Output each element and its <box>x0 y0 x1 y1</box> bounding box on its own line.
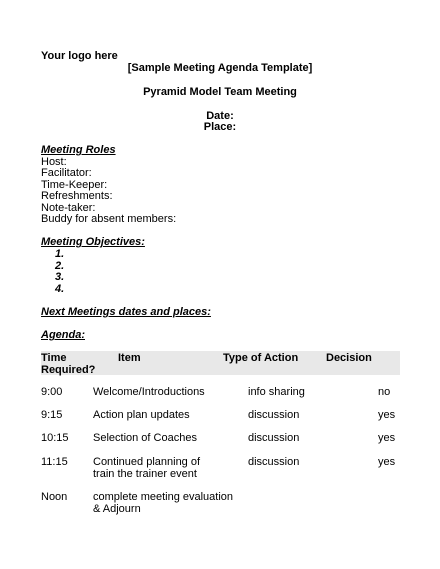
table-row-type: discussion <box>248 456 300 468</box>
table-row-item: complete meeting evaluation & Adjourn <box>93 491 234 515</box>
objective-item: 1. <box>55 248 65 260</box>
table-row-decision: no <box>378 386 391 398</box>
table-row-type: discussion <box>248 409 300 421</box>
role-facilitator: Facilitator: <box>41 167 92 179</box>
table-row-item: Welcome/Introductions <box>93 386 205 398</box>
objective-item: 4. <box>55 283 65 295</box>
agenda-heading: Agenda: <box>41 329 85 341</box>
table-row-type: discussion <box>248 432 300 444</box>
roles-heading: Meeting Roles <box>41 144 116 156</box>
table-row-type: info sharing <box>248 386 305 398</box>
objective-item: 2. <box>55 260 65 272</box>
column-header-item: Item <box>118 352 141 364</box>
objectives-heading: Meeting Objectives: <box>41 236 145 248</box>
meeting-title: Pyramid Model Team Meeting <box>143 86 297 98</box>
date-label: Date: <box>206 110 234 122</box>
role-refreshments: Refreshments: <box>41 190 113 202</box>
column-header-type: Type of Action <box>223 352 299 364</box>
table-row-item: Action plan updates <box>93 409 190 421</box>
next-meetings-heading: Next Meetings dates and places: <box>41 306 211 318</box>
table-row-time: Noon <box>41 491 68 503</box>
table-row-time: 11:15 <box>41 456 68 468</box>
column-header-time: Time Required? <box>41 352 96 376</box>
table-row-item: Continued planning of train the trainer event <box>93 456 201 480</box>
table-row-time: 10:15 <box>41 432 69 444</box>
table-row-decision: yes <box>378 432 396 444</box>
table-row-decision: yes <box>378 409 396 421</box>
column-header-decision: Decision <box>326 352 372 364</box>
template-title: [Sample Meeting Agenda Template] <box>127 62 313 74</box>
table-row-decision: yes <box>378 456 396 468</box>
table-row-time: 9:15 <box>41 409 63 421</box>
role-host: Host: <box>41 156 67 168</box>
logo-placeholder: Your logo here <box>41 50 118 62</box>
role-note-taker: Note-taker: <box>41 202 96 214</box>
role-time-keeper: Time-Keeper: <box>41 179 108 191</box>
place-label: Place: <box>203 121 237 133</box>
table-row-time: 9:00 <box>41 386 63 398</box>
role-buddy: Buddy for absent members: <box>41 213 177 225</box>
objective-item: 3. <box>55 271 65 283</box>
table-row-item: Selection of Coaches <box>93 432 197 444</box>
